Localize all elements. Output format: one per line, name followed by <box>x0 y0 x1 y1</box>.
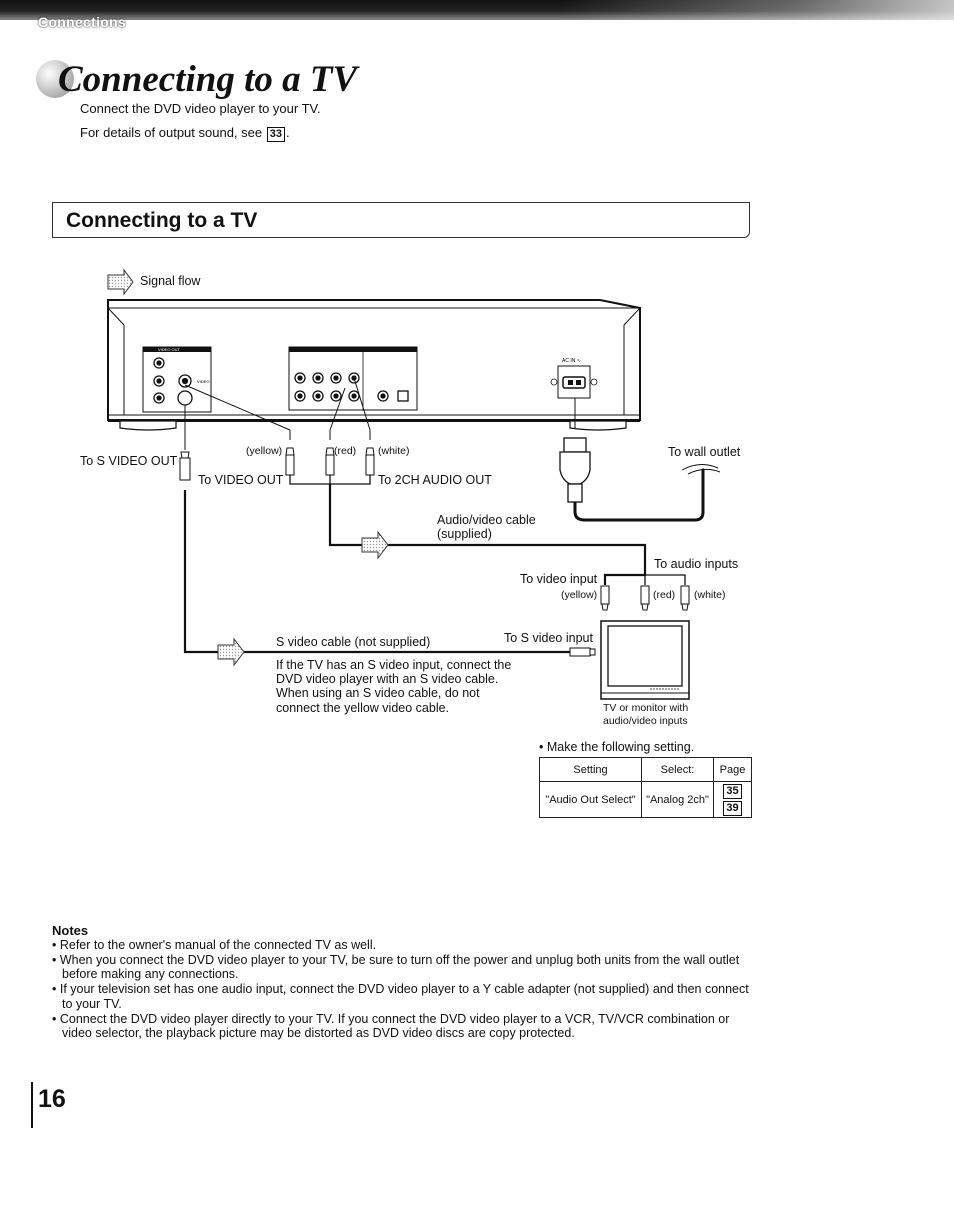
page-ref-35: 35 <box>723 784 741 799</box>
page-number-bar <box>31 1082 33 1128</box>
tv-red-label: (red) <box>653 589 676 601</box>
tv-monitor <box>601 621 689 699</box>
s-video-note <box>276 658 511 715</box>
cell-setting: "Audio Out Select" <box>540 782 642 818</box>
intro-line-2-text: For details of output sound, see <box>80 125 263 140</box>
s-video-cable-label: S video cable (not supplied) <box>276 635 431 649</box>
table-row <box>540 782 752 818</box>
svg-text:VIDEO: VIDEO <box>197 379 210 384</box>
note-text: Connect the DVD video player directly to your TV. If you connect the DVD video player to a VCR, TV/VCR combination or video selector, the playback picture may be distorted as DVD video discs are copy protected. <box>59 1011 730 1041</box>
note-item: • Refer to the owner's manual of the connected TV as well. <box>52 938 377 952</box>
note-item: • When you connect the DVD video player to your TV, be sure to turn off the power and unplug both units from the wall outlet before making any connections. <box>52 952 740 982</box>
svg-text:VIDEO OUT: VIDEO OUT <box>158 347 181 352</box>
note-item: • If your television set has one audio input, connect the DVD video player to a Y cable adapter (not supplied) and then connect to your TV. <box>52 982 749 1011</box>
s-video-note-line: connect the yellow video cable. <box>276 700 450 715</box>
s-video-note-line: When using an S video cable, do not <box>276 686 480 701</box>
to-2ch-audio-out-label: To 2CH AUDIO OUT <box>378 473 492 487</box>
cell-select: "Analog 2ch" <box>642 782 714 818</box>
page-ref-33: 33 <box>267 127 285 142</box>
flow-arrow-av <box>362 532 388 558</box>
av-cable-label-2: (supplied) <box>437 527 492 541</box>
setting-table-header <box>540 758 752 782</box>
intro-line-1: Connect the DVD video player to your TV. <box>80 101 321 116</box>
note-text: When you connect the DVD video player to your TV, be sure to turn off the power and unplug both units from the wall outlet before making any connections. <box>59 952 740 982</box>
note-text: Refer to the owner's manual of the connected TV as well. <box>59 938 377 952</box>
tv-caption <box>603 702 688 727</box>
dvd-player-rear <box>108 300 640 430</box>
signal-flow-label: Signal flow <box>140 274 201 288</box>
setting-table <box>539 757 752 818</box>
note-text: If your television set has one audio input, connect the DVD video player to a Y cable adapter (not supplied) and then connect to your TV. <box>59 982 749 1011</box>
intro-line-2-suffix: . <box>286 125 290 140</box>
signal-flow-arrow-icon <box>108 270 133 294</box>
notes-title: Notes <box>52 923 89 938</box>
flow-arrow-svideo <box>218 639 244 665</box>
tv-rca-plugs <box>601 586 689 610</box>
setting-intro: • Make the following setting. <box>539 740 695 754</box>
tv-white-label: (white) <box>694 589 726 601</box>
s-video-cable <box>180 405 598 656</box>
notes-list <box>52 938 752 1041</box>
av-cable-label-1: Audio/video cable <box>437 513 536 527</box>
to-audio-inputs-label: To audio inputs <box>654 557 739 571</box>
svg-text:AC IN ∿: AC IN ∿ <box>562 358 581 364</box>
to-s-video-out-label: To S VIDEO OUT <box>80 454 178 468</box>
red-label: (red) <box>334 445 357 457</box>
tv-caption-line: TV or monitor with <box>603 702 689 714</box>
yellow-label: (yellow) <box>246 445 283 457</box>
to-wall-outlet-label: To wall outlet <box>668 445 741 459</box>
to-video-out-label: To VIDEO OUT <box>198 473 284 487</box>
section-heading: Connecting to a TV <box>66 209 258 232</box>
tv-caption-line: audio/video inputs <box>603 714 688 727</box>
cell-pages <box>714 782 752 818</box>
white-label: (white) <box>378 445 410 457</box>
s-video-note-line: DVD video player with an S video cable. <box>276 672 499 687</box>
to-s-video-input-label: To S video input <box>504 631 593 645</box>
section-tag: Connections <box>38 14 127 30</box>
s-video-note-line: If the TV has an S video input, connect the <box>276 658 512 672</box>
header-select: Select: <box>642 758 714 782</box>
page-ref-39: 39 <box>723 801 741 816</box>
header-page: Page <box>714 758 752 782</box>
header-setting: Setting <box>540 758 642 782</box>
player-rca-plugs <box>286 448 374 475</box>
to-video-input-label: To video input <box>520 572 598 586</box>
note-item: • Connect the DVD video player directly to your TV. If you connect the DVD video player to a VCR, TV/VCR combination or video selector, the playback picture may be distorted as DVD video discs are copy protected. <box>52 1011 730 1041</box>
page-number: 16 <box>38 1085 66 1113</box>
tv-yellow-label: (yellow) <box>561 589 598 601</box>
setting-intro-text: Make the following setting. <box>546 740 695 754</box>
page-title: Connecting to a TV <box>58 59 358 100</box>
